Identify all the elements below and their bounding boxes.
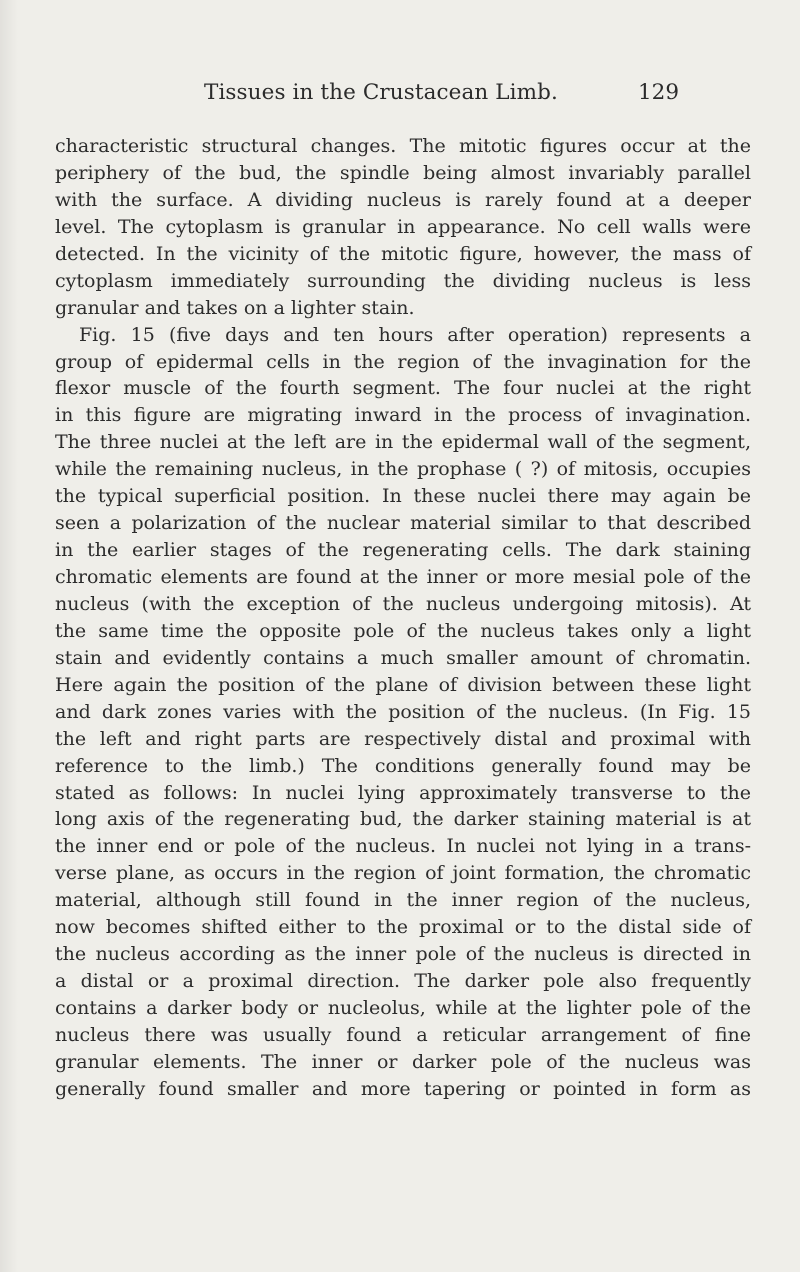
- text-line: level. The cytoplasm is granular in appearance. No cell walls were: [55, 215, 751, 238]
- text-line: cytoplasm immediately surrounding the dividing nucleus is less: [55, 269, 751, 292]
- text-line: flexor muscle of the fourth segment. The four nuclei at the right: [55, 377, 751, 400]
- text-line: a distal or a proximal direction. The darker pole also frequently: [55, 970, 751, 993]
- text-line: seen a polarization of the nuclear material similar to that described: [55, 512, 751, 535]
- text-line: the typical superficial position. In these nuclei there may again be: [55, 485, 751, 508]
- text-line: while the remaining nucleus, in the prophase ( ?) of mitosis, occupies: [55, 458, 751, 481]
- text-line: and dark zones varies with the position of the nucleus. (In Fig. 15: [55, 700, 751, 723]
- text-line: granular and takes on a lighter stain.: [55, 296, 415, 319]
- text-line: chromatic elements are found at the inner or more mesial pole of the: [55, 566, 751, 588]
- text-line: periphery of the bud, the spindle being almost invariably parallel: [55, 161, 751, 184]
- text-line: detected. In the vicinity of the mitotic figure, however, the mass of: [55, 242, 751, 265]
- page-number: 129: [638, 80, 680, 105]
- text-line: group of epidermal cells in the region of the invagination for the: [55, 350, 751, 373]
- text-line: the left and right parts are respectively distal and proximal with: [55, 727, 751, 750]
- text-line: contains a darker body or nucleolus, while at the lighter pole of the: [55, 997, 751, 1019]
- text-line: the same time the opposite pole of the nucleus takes only a light: [55, 619, 751, 642]
- text-line: characteristic structural changes. The mitotic figures occur at the: [55, 135, 751, 157]
- running-title: Tissues in the Crustacean Limb.: [204, 80, 558, 105]
- text-line: the inner end or pole of the nucleus. In nuclei not lying in a trans-: [55, 835, 751, 858]
- text-line: Here again the position of the plane of division between these light: [55, 673, 751, 696]
- text-line: material, although still found in the inner region of the nucleus,: [55, 889, 751, 912]
- text-line: verse plane, as occurs in the region of joint formation, the chromatic: [55, 862, 751, 885]
- text-line: stated as follows: In nuclei lying approximately transverse to the: [55, 781, 751, 804]
- text-line: in the earlier stages of the regenerating cells. The dark staining: [55, 539, 751, 562]
- text-line: nucleus there was usually found a reticular arrangement of fine: [55, 1023, 751, 1046]
- text-line: long axis of the regenerating bud, the darker staining material is at: [55, 808, 751, 831]
- text-line: reference to the limb.) The conditions generally found may be: [55, 754, 751, 777]
- text-line: with the surface. A dividing nucleus is rarely found at a deeper: [55, 188, 751, 211]
- text-line: stain and evidently contains a much smaller amount of chromatin.: [55, 646, 751, 669]
- text-line: The three nuclei at the left are in the epidermal wall of the segment,: [55, 431, 751, 454]
- text-line: Fig. 15 (five days and ten hours after operation) represents a: [79, 323, 751, 346]
- text-line: generally found smaller and more tapering or pointed in form as: [55, 1077, 751, 1100]
- text-line: in this figure are migrating inward in the process of invagination.: [55, 404, 751, 427]
- text-line: granular elements. The inner or darker pole of the nucleus was: [55, 1050, 751, 1073]
- page-edge-shadow: [0, 0, 18, 1272]
- text-line: now becomes shifted either to the proximal or to the distal side of: [55, 916, 751, 939]
- text-line: nucleus (with the exception of the nucleus undergoing mitosis). At: [55, 592, 751, 615]
- text-line: the nucleus according as the inner pole of the nucleus is directed in: [55, 943, 751, 966]
- body-text: [55, 133, 751, 1103]
